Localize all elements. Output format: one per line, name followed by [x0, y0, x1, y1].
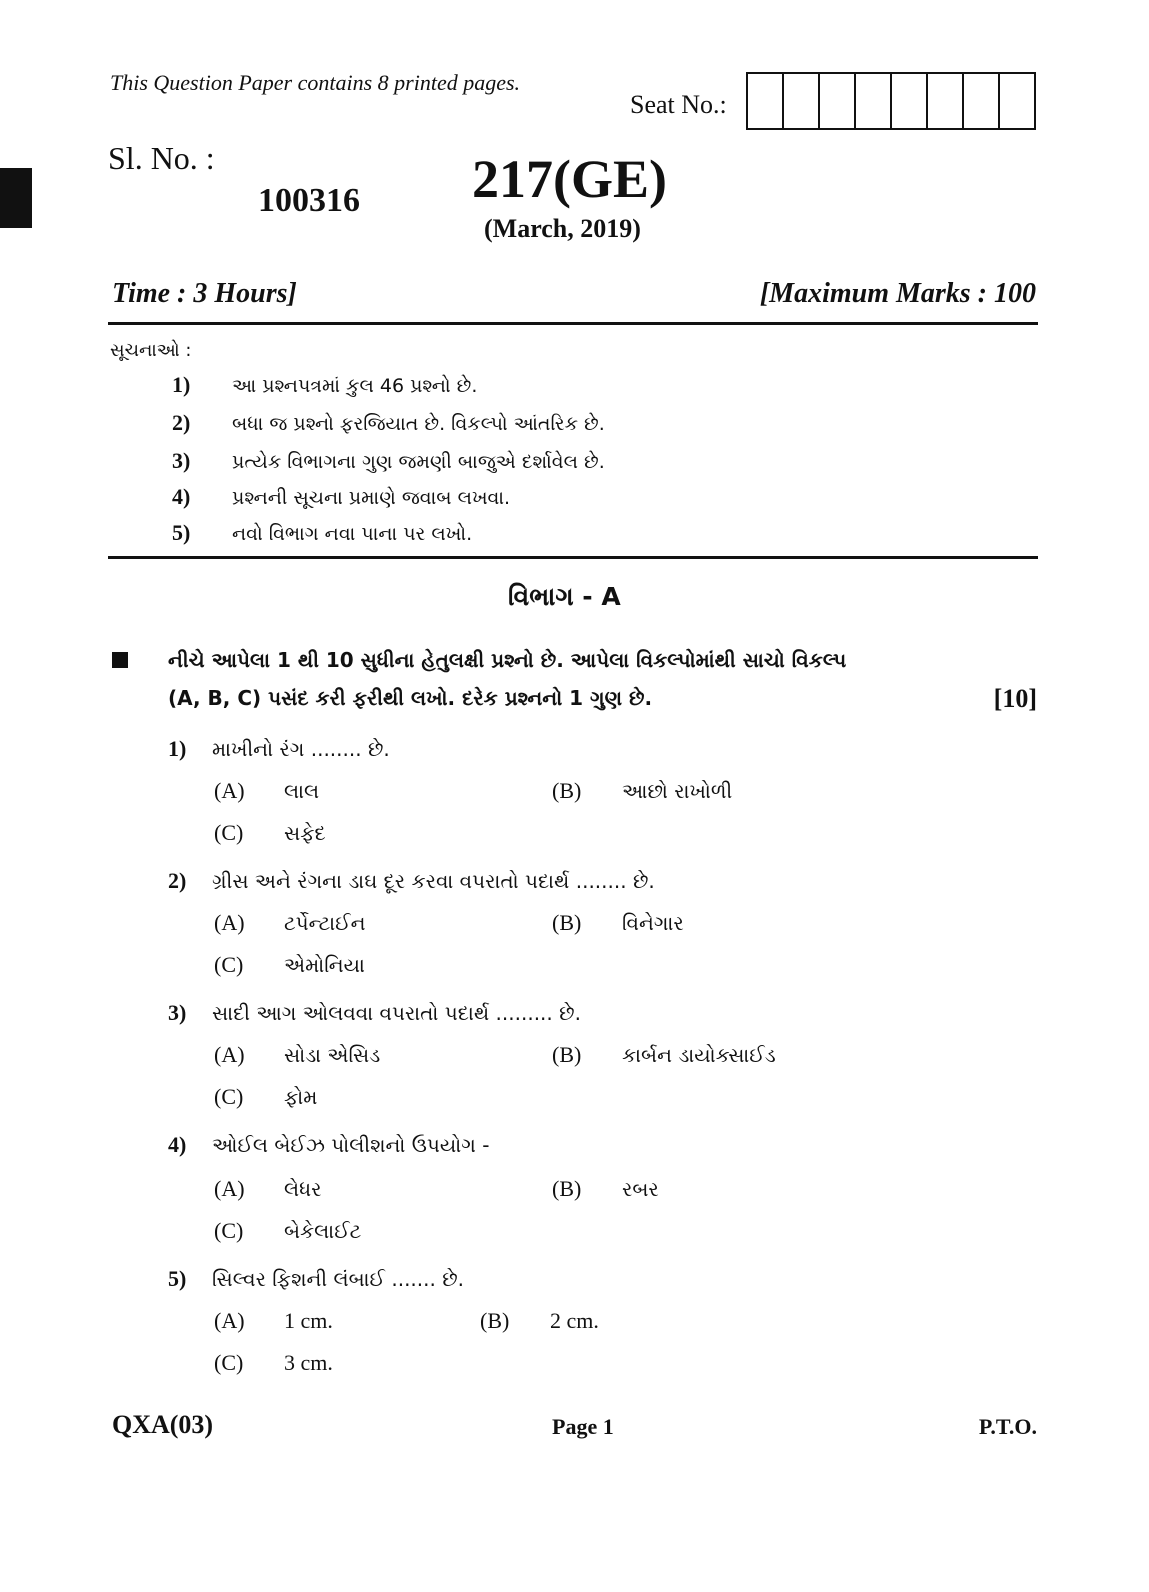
paper-series-code: QXA(03): [112, 1410, 214, 1439]
option: (A) ટર્પેન્ટાઈન: [214, 910, 366, 935]
serial-number: 100316: [258, 182, 360, 219]
question: 1) માખીનો રંગ ........ છે.: [168, 736, 390, 761]
option: (B) વિનેગાર: [552, 910, 684, 935]
option: (B) 2 cm.: [480, 1308, 599, 1333]
question: 3) સાદી આગ ઓલવવા વપરાતો પદાર્થ ......... છે.: [168, 1000, 581, 1025]
instruction-item: 2) બધા જ પ્રશ્નો ફરજિયાત છે. વિકલ્પો આંતરિક છે.: [172, 410, 605, 435]
seat-box: [964, 74, 1000, 128]
time-label: Time : 3 Hours]: [112, 278, 297, 309]
option: (A) સોડા એસિડ: [214, 1042, 381, 1067]
seat-box: [856, 74, 892, 128]
square-bullet-icon: [112, 652, 128, 668]
instruction-item: 1) આ પ્રશ્નપત્રમાં કુલ 46 પ્રશ્નો છે.: [172, 372, 478, 397]
question: 2) ગ્રીસ અને રંગના ડાઘ દૂર કરવા વપરાતો પદાર્થ ........ છે.: [168, 868, 655, 893]
section-marks: [10]: [993, 684, 1037, 713]
please-turn-over: P.T.O.: [978, 1414, 1037, 1439]
instructions-heading: સૂચનાઓ :: [110, 340, 192, 361]
option: (A) 1 cm.: [214, 1308, 333, 1333]
seat-box: [820, 74, 856, 128]
divider: [108, 322, 1038, 325]
option: (C) ફોમ: [214, 1084, 318, 1109]
seat-box: [928, 74, 964, 128]
seat-number-boxes: [746, 72, 1036, 130]
option: (C) સફેદ: [214, 820, 326, 845]
option: (A) લાલ: [214, 778, 320, 803]
option: (B) આછો રાખોળી: [552, 778, 733, 803]
pages-note: This Question Paper contains 8 printed pages.: [110, 70, 521, 95]
instruction-item: 4) પ્રશ્નની સૂચના પ્રમાણે જવાબ લખવા.: [172, 484, 511, 509]
seat-box: [784, 74, 820, 128]
serial-number-label: Sl. No. :: [108, 140, 215, 176]
seat-number-label: Seat No.:: [630, 90, 727, 119]
seat-box: [1000, 74, 1034, 128]
option: (B) રબર: [552, 1176, 659, 1201]
paper-code: 217(GE): [472, 149, 667, 209]
question: 4) ઓઈલ બેઈઝ પોલીશનો ઉપયોગ -: [168, 1132, 490, 1157]
divider: [108, 556, 1038, 559]
section-title: વિભાગ - A: [508, 582, 621, 611]
option: (C) એમોનિયા: [214, 952, 365, 977]
instruction-item: 3) પ્રત્યેક વિભાગના ગુણ જમણી બાજુએ દર્શાવેલ છે.: [172, 448, 605, 473]
section-instruction-line: (A, B, C) પસંદ કરી ફરીથી લખો. દરેક પ્રશ્નનો 1 ગુણ છે.: [168, 686, 653, 710]
option: (A) લેધર: [214, 1176, 322, 1201]
seat-box: [748, 74, 784, 128]
scan-edge-mark: [0, 168, 32, 228]
page-number: Page 1: [552, 1414, 614, 1439]
maximum-marks-label: [Maximum Marks : 100: [759, 278, 1036, 309]
instruction-item: 5) નવો વિભાગ નવા પાના પર લખો.: [172, 520, 473, 545]
option: (C) બેકેલાઈટ: [214, 1218, 362, 1243]
paper-date: (March, 2019): [484, 214, 641, 243]
option: (B) કાર્બન ડાયોક્સાઈડ: [552, 1042, 776, 1067]
seat-box: [892, 74, 928, 128]
option: (C) 3 cm.: [214, 1350, 333, 1375]
section-instruction-line: નીચે આપેલા 1 થી 10 સુધીના હેતુલક્ષી પ્રશ્નો છે. આપેલા વિકલ્પોમાંથી સાચો વિકલ્પ: [168, 648, 847, 672]
question: 5) સિલ્વર ફિશની લંબાઈ ....... છે.: [168, 1266, 465, 1291]
